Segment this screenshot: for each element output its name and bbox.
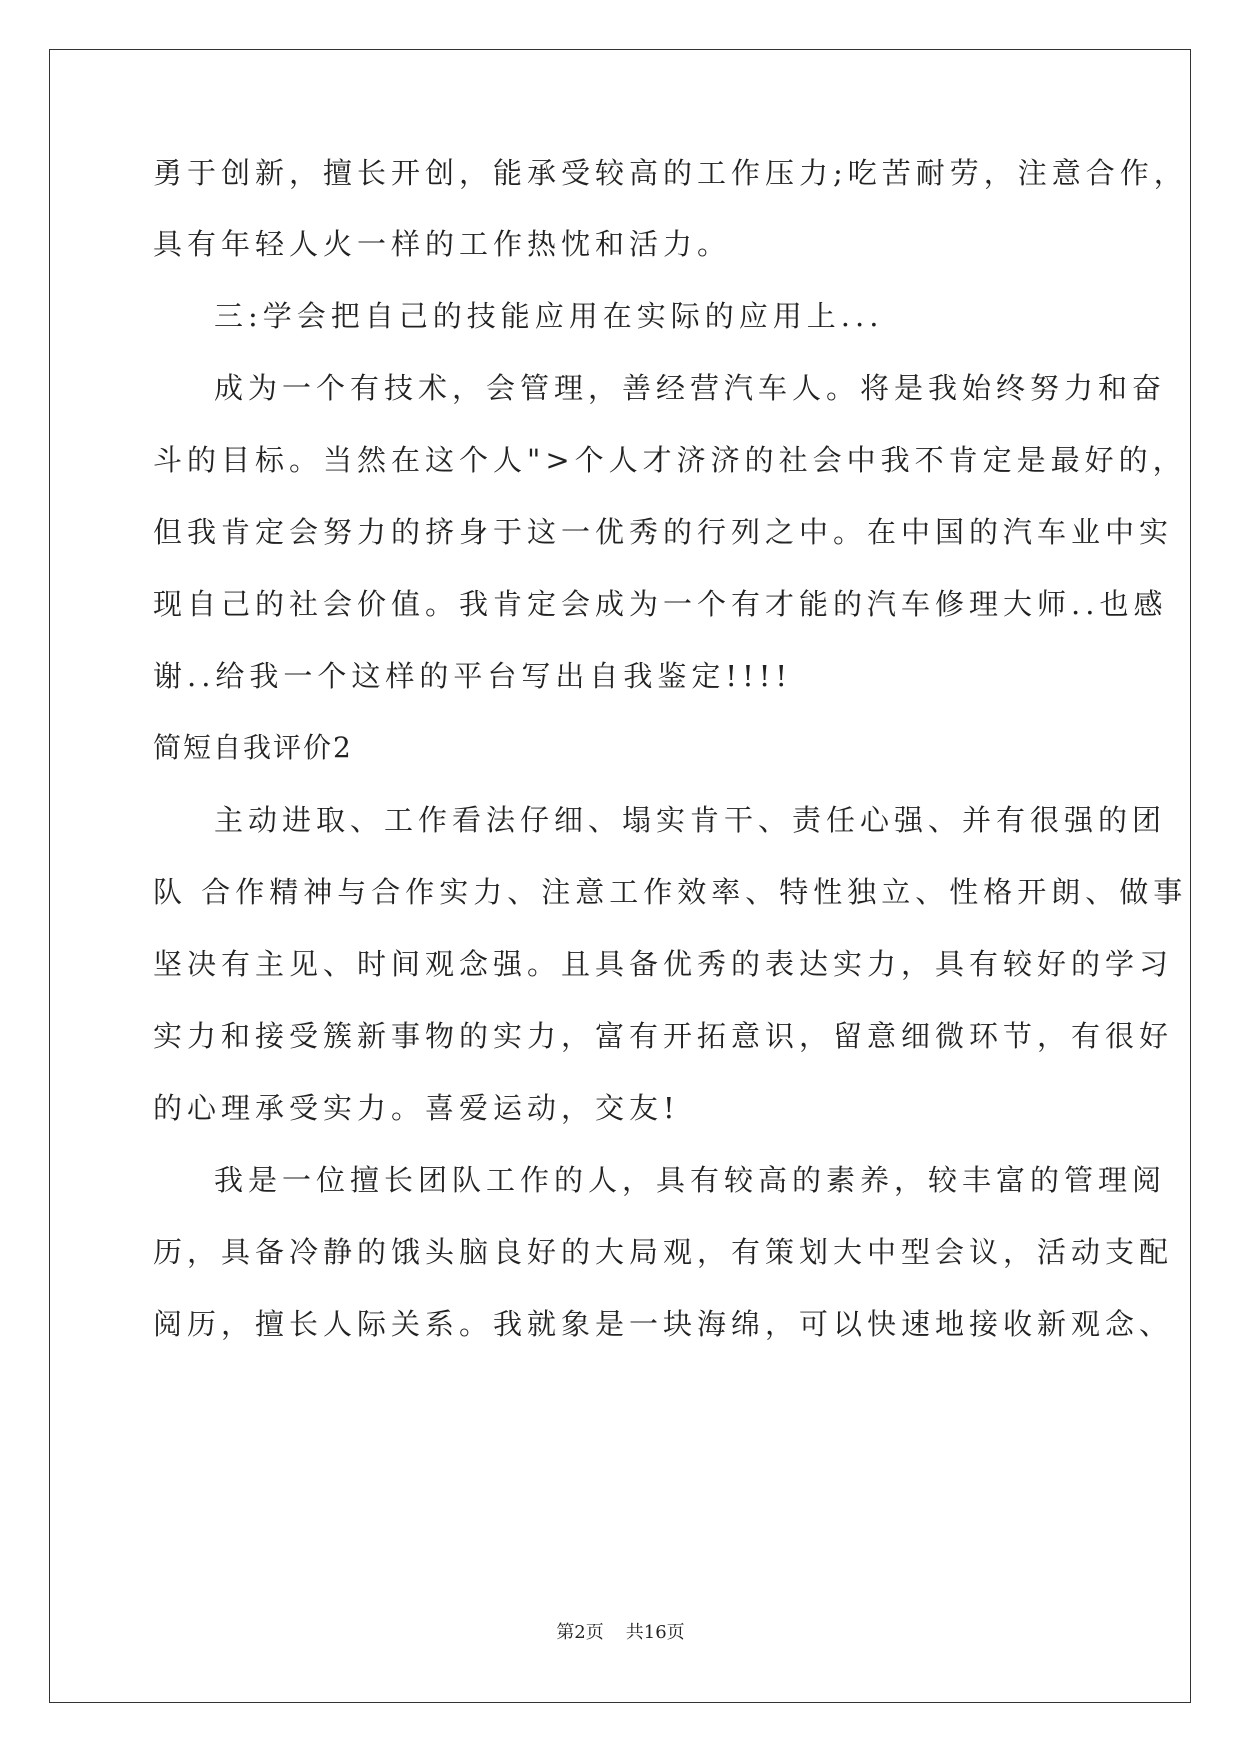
page-total: 共16页 [625,1622,685,1643]
text-line: 阅历，擅长人际关系。我就象是一块海绵，可以快速地接收新观念、 [153,1307,1174,1341]
text-line: 三:学会把自己的技能应用在实际的应用上... [214,299,884,333]
text-line: 坚决有主见、时间观念强。且具备优秀的表达实力，具有较好的学习 [153,947,1174,981]
text-line: 勇于创新，擅长开创，能承受较高的工作压力;吃苦耐劳，注意合作， [153,156,1188,190]
text-line: 队 合作精神与合作实力、注意工作效率、特性独立、性格开朗、做事 [153,875,1188,909]
text-line: 现自己的社会价值。我肯定会成为一个有才能的汽车修理大师..也感 [153,587,1168,621]
page-footer [0,1618,1241,1644]
text-line: 谢..给我一个这样的平台写出自我鉴定!!!! [153,659,793,693]
section-heading: 简短自我评价2 [153,731,353,764]
text-line: 主动进取、工作看法仔细、塌实肯干、责任心强、并有很强的团 [214,803,1167,837]
text-line: 斗的目标。当然在这个人">个人才济济的社会中我不肯定是最好的， [153,443,1187,477]
text-line: 但我肯定会努力的挤身于这一优秀的行列之中。在中国的汽车业中实 [153,515,1174,549]
text-line: 具有年轻人火一样的工作热忱和活力。 [153,227,732,261]
text-line: 成为一个有技术，会管理，善经营汽车人。将是我始终努力和奋 [214,371,1167,405]
text-line: 我是一位擅长团队工作的人，具有较高的素养，较丰富的管理阅 [214,1163,1167,1197]
text-line: 实力和接受簇新事物的实力，富有开拓意识，留意细微环节，有很好 [153,1019,1174,1053]
text-line: 的心理承受实力。喜爱运动，交友! [153,1091,680,1125]
text-line: 历，具备冷静的饿头脑良好的大局观，有策划大中型会议，活动支配 [153,1235,1174,1269]
page-number: 第2页 [556,1622,604,1643]
